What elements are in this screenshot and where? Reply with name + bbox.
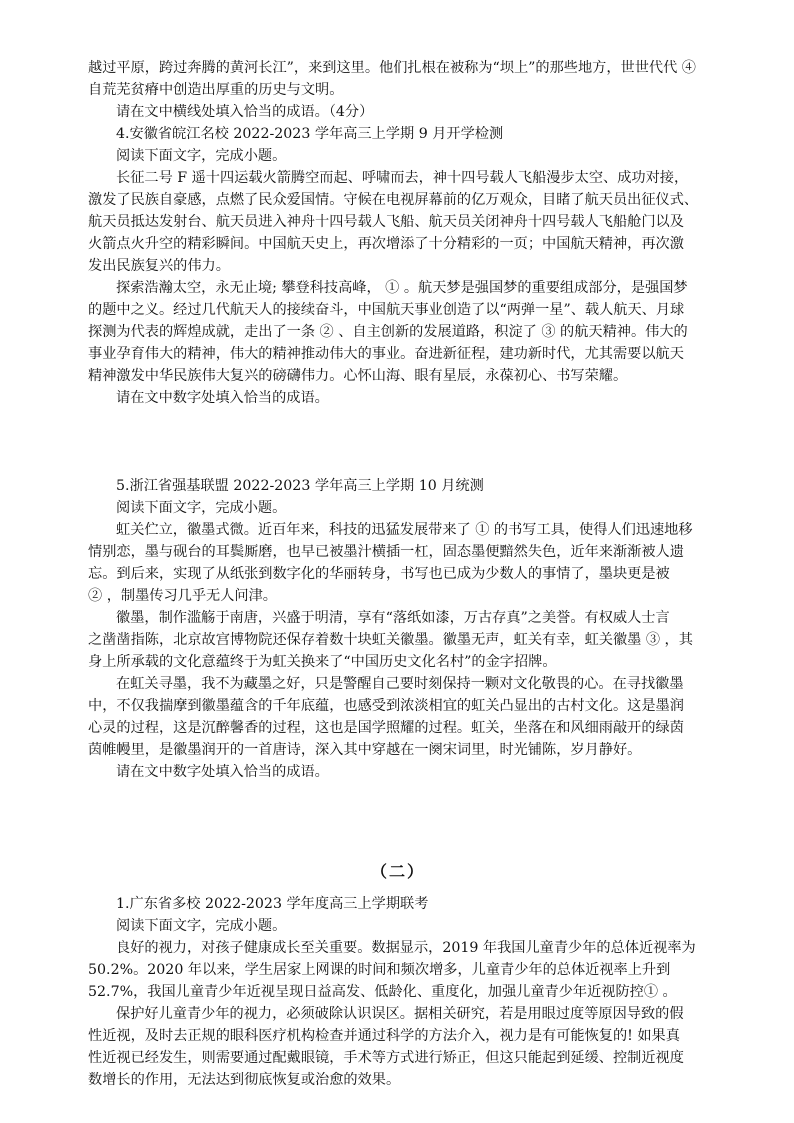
paragraph-line: 精神激发中华民族伟大复兴的磅礴伟力。心怀山海、眼有星辰，永葆初心、书写荣耀。	[88, 368, 628, 384]
paragraph-line: ② ，制墨传习几乎无人问津。	[88, 588, 277, 604]
paragraph-line: 越过平原，跨过奔腾的黄河长江”，来到这里。他们扎根在被称为“坝上”的那些地方，世世代代 ④	[88, 60, 696, 76]
paragraph-line: 52.7%，我国儿童青少年近视呈现日益高发、低龄化、重度化，加强儿童青少年近视防控① 。	[88, 984, 677, 1000]
paragraph-line: 数增长的作用，无法达到彻底恢复或治愈的效果。	[88, 1072, 401, 1088]
paragraph-line: 探索浩瀚太空，永无止境; 攀登科技高峰， ① 。航天梦是强国梦的重要组成部分，是强国梦	[116, 280, 688, 296]
paragraph-line: 良好的视力，对孩子健康成长至关重要。数据显示，2019 年我国儿童青少年的总体近视率为	[116, 940, 696, 956]
paragraph-line: 性近视已经发生，则需要通过配戴眼镜，手术等方式进行矫正，但这只能起到延缓、控制近视度	[88, 1050, 684, 1066]
reading-prompt: 阅读下面文字，完成小题。	[116, 148, 287, 164]
instruction-line: 请在文中数字处填入恰当的成语。	[116, 390, 329, 406]
reading-prompt: 阅读下面文字，完成小题。	[116, 918, 287, 934]
paragraph-line: 长征二号 F 遥十四运载火箭腾空而起、呼啸而去，神十四号载人飞船漫步太空、成功对接，	[116, 170, 689, 186]
document-page	[88, 57, 708, 1091]
paragraph-line: 心灵的过程，这是沉醉馨香的过程，这也是国学照耀的过程。虹关，坐落在和风细雨敲开的绿茵	[88, 720, 684, 736]
paragraph-line: 事业孕育伟大的精神，伟大的精神推动伟大的事业。奋进新征程，建功新时代，尤其需要以航天	[88, 346, 684, 362]
reading-prompt: 阅读下面文字，完成小题。	[116, 500, 287, 516]
instruction-line: 请在文中数字处填入恰当的成语。	[116, 764, 329, 780]
paragraph-line: 50.2%。2020 年以来，学生居家上网课的时间和频次增多，儿童青少年的总体近视率上升到	[88, 962, 671, 978]
paragraph-line: 身上所承载的文化意蕴终于为虹关换来了“中国历史文化名村”的金字招牌。	[88, 654, 557, 670]
paragraph-line: 之凿凿指陈，北京故宫博物院还保存着数十块虹关徽墨。徽墨无声，虹关有幸，虹关徽墨 ③ ，其	[88, 632, 693, 648]
paragraph-line: 忘。到后来，实现了从纸张到数字化的华丽转身，书写也已成为少数人的事情了，墨块更是被	[88, 566, 670, 582]
paragraph-line: 的题中之义。经过几代航天人的接续奋斗，中国航天事业创造了以“两弹一星”、载人航天、月球	[88, 302, 685, 318]
paragraph-line: 虹关伫立，徽墨式微。近百年来，科技的迅猛发展带来了 ① 的书写工具，使得人们迅速地移	[116, 522, 693, 538]
paragraph-line: 火箭点火升空的精彩瞬间。中国航天史上，再次增添了十分精彩的一页；中国航天精神，再次激	[88, 236, 684, 252]
question-5-heading: 5.浙江省强基联盟 2022-2023 学年高三上学期 10 月统测	[116, 478, 484, 494]
paragraph-line: 自荒芜贫瘠中创造出厚重的历史与文明。	[88, 82, 344, 98]
paragraph-line: 航天员抵达发射台、航天员进入神舟十四号载人飞船、航天员关闭神舟十四号载人飞船舱门以及	[88, 214, 684, 230]
paragraph-line: 茵帷幔里，是徽墨润开的一首唐诗，深入其中穿越在一阕宋词里，时光铺陈，岁月静好。	[88, 742, 642, 758]
paragraph-line: 保护好儿童青少年的视力，必须破除认识误区。据相关研究，若是用眼过度等原因导致的假	[116, 1006, 684, 1022]
paragraph-line: 探测为代表的辉煌成就，走出了一条 ② 、自主创新的发展道路，积淀了 ③ 的航天精神。伟大的	[88, 324, 688, 340]
paragraph-line: 中，不仅我揣摩到徽墨蕴含的千年底蕴，也感受到浓淡相宜的虹关凸显出的古村文化。这是墨润	[88, 698, 684, 714]
section-2-title: （二）	[370, 862, 425, 881]
question-1-heading: 1.广东省多校 2022-2023 学年度高三上学期联考	[116, 896, 429, 912]
paragraph-line: 徽墨，制作滥觞于南唐，兴盛于明清，享有“落纸如漆，万古存真”之美誉。有权威人士言	[116, 610, 670, 626]
instruction-line: 请在文中横线处填入恰当的成语。（4分）	[116, 104, 374, 120]
question-4-heading: 4.安徽省皖江名校 2022-2023 学年高三上学期 9 月开学检测	[116, 126, 504, 142]
paragraph-line: 激发了民族自豪感，点燃了民众爱国情。守候在电视屏幕前的亿万观众，目睹了航天员出征仪式、	[88, 192, 699, 208]
paragraph-line: 在虹关寻墨，我不为藏墨之好，只是警醒自己要时刻保持一颗对文化敬畏的心。在寻找徽墨	[116, 676, 684, 692]
paragraph-line: 发出民族复兴的伟力。	[88, 258, 230, 274]
paragraph-line: 情别恋，墨与砚台的耳鬓厮磨，也早已被墨汁横插一杠，固态墨便黯然失色，近年来渐渐被人遗	[88, 544, 684, 560]
paragraph-line: 性近视，及时去正规的眼科医疗机构检查并通过科学的方法介入，视力是有可能恢复的! 如果真	[88, 1028, 680, 1044]
